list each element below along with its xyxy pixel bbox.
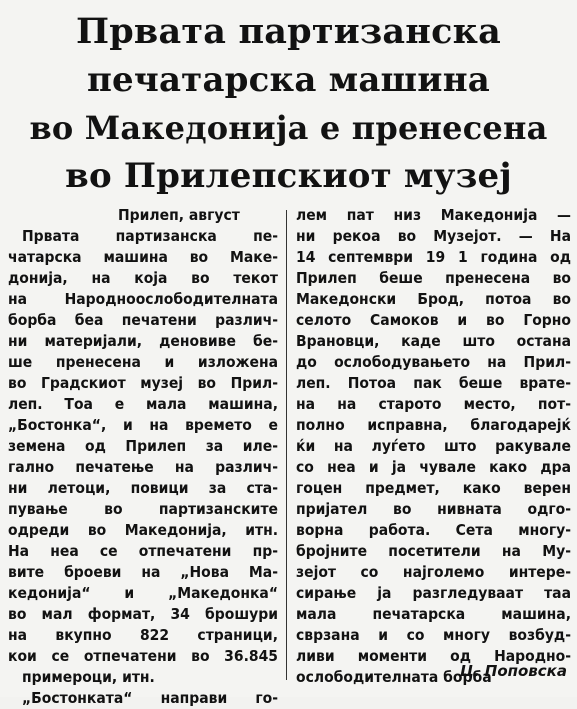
right-column-line: ворна работа. Сета многу- [296,521,571,539]
right-column-line: леп. Потоа пак беше врате- [296,374,571,392]
byline: Ц. Поповска [459,662,567,680]
left-column-line: пување во партизанските [8,500,278,518]
headline-line-2: печатарска машина [86,60,491,100]
left-column-line: одреди во Македонија, итн. [8,521,278,539]
right-column-line: до ослободувањето на Прил- [296,353,571,371]
left-column-line: леп. Тоа е мала машина, [8,395,278,413]
right-column-line: мала печатарска машина, [296,605,571,623]
left-column-line: ни летоци, повици за ста- [8,479,278,497]
left-column-line: на Народноослободителната [8,290,278,308]
left-column-line: примероци, итн. [22,668,155,686]
left-column-line: кедонија“ и „Македонка“ [8,584,278,602]
right-column-line: Врановци, каде што остана [296,332,571,350]
right-column-line: гоцен предмет, како верен [296,479,571,497]
headline-line-4: во Прилепскиот музеј [65,156,512,196]
left-column-line: вите броеви на „Нова Ма- [8,563,278,581]
column-divider [286,210,287,680]
left-column-line: кои се отпечатени во 36.845 [8,647,278,665]
left-column-line: во Градскиот музеј во Прил- [8,374,278,392]
left-column-line: „Бостонката“ направи го- [22,689,278,707]
right-column-line: бројните посетители на Му- [296,542,571,560]
right-column-line: сирање ја разгледуваат таа [296,584,571,602]
headline-line-1: Првата партизанска [76,11,501,52]
left-column-line: борба беа печатени различ- [8,311,278,329]
right-column-line: пријател во нивната одго- [296,500,571,518]
right-column-line: на на старото место, пот- [296,395,571,413]
right-column-line: сврзана и со многу возбуд- [296,626,571,644]
left-column-line: Првата партизанска пе- [22,227,278,245]
right-column-line: со неа и ја чувале како дра [296,458,571,476]
headline-line-3: во Македонија е пренесена [29,109,548,147]
right-column-line: ни рекоа во Музејот. — На [296,227,571,245]
right-column-line: полно исправна, благодарејќ [296,416,571,434]
left-column-line: земена од Прилеп за иле- [8,437,278,455]
right-column [296,205,571,688]
left-column-line: донија, на која во текот [8,269,278,287]
left-column-line: во мал формат, 34 брошури [8,605,278,623]
left-column-line: ни материјали, деновиве бе- [8,332,278,350]
dateline: Прилеп, август [118,206,240,224]
right-column-line: ослободителната борба [296,668,492,686]
left-column-line: На неа се отпечатени пр- [8,542,278,560]
right-column-line: лем пат низ Македонија — [296,206,571,224]
left-column-line: ше пренесена и изложена [8,353,278,371]
left-column [8,205,278,709]
left-column-line: чатарска машина во Маке- [8,248,278,266]
left-column-line: „Бостонка“, и на времето е [8,416,278,434]
right-column-line: зејот со најголемо интере- [296,563,571,581]
right-column-line: ливи моменти од Народно- [296,647,571,665]
right-column-line: Прилеп беше пренесена во [296,269,571,287]
headline [0,8,577,200]
left-column-line: гално печатење на различ- [8,458,278,476]
right-column-line: 14 септември 19 1 година од [296,248,571,266]
right-column-line: Македонски Брод, потоа во [296,290,571,308]
right-column-line: ќи на луѓето што ракувале [296,437,571,455]
right-column-line: селото Самоков и во Горно [296,311,571,329]
left-column-line: на вкупно 822 страници, [8,626,278,644]
